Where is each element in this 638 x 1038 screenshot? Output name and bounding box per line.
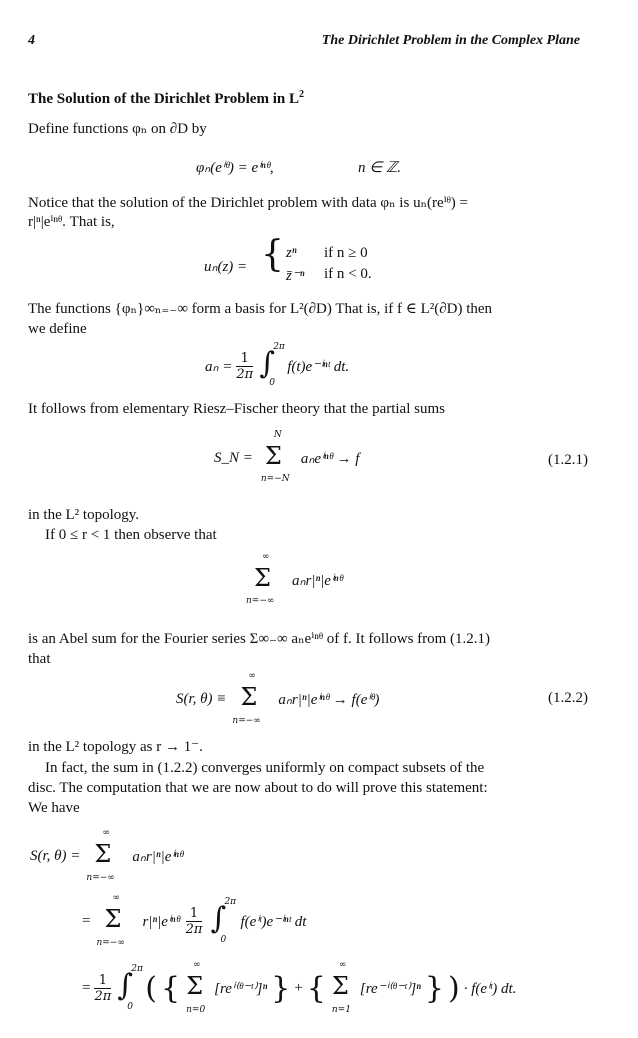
equation-label-1-2-1: (1.2.1) xyxy=(548,452,588,468)
sum-sign: Σ ∞ n=−∞ xyxy=(96,893,125,948)
equation-a-rhs: f(t)e⁻ⁱⁿᵗ dt. xyxy=(287,358,350,375)
computation-line-3-term1: [reⁱ⁽ᶿ⁻ᵗ⁾]ⁿ xyxy=(214,980,268,997)
fraction-denominator: 2π xyxy=(185,921,203,937)
fraction-one-over-2pi xyxy=(186,906,203,937)
integral-sign: ∫ 2π 0 xyxy=(117,964,143,1012)
equation-Sr-lhs: S(r, θ) ≡ xyxy=(176,690,227,707)
paragraph-if-r: If 0 ≤ r < 1 then observe that xyxy=(45,527,217,543)
section-title xyxy=(28,90,304,109)
equation-S-lhs: S_N = xyxy=(214,449,253,466)
sum-lower-limit: n=−N xyxy=(260,474,290,484)
paragraph-notice-line1: Notice that the solution of the Dirichlet problem with data φₙ is uₙ(reⁱᶿ) = xyxy=(28,195,468,211)
sum-sign: Σ N n=−N xyxy=(260,430,290,484)
right-paren: ) xyxy=(448,970,460,1006)
equation-label-1-2-2: (1.2.2) xyxy=(548,690,588,706)
equation-u-cond1: if n ≥ 0 xyxy=(324,245,368,261)
paragraph-basis-line1: The functions {φₙ}∞ₙ₌₋∞ form a basis for L²(∂D) That is, if f ∈ L²(∂D) then xyxy=(28,301,493,317)
sum-lower-limit: n=−∞ xyxy=(232,716,261,726)
sum-lower-limit: n=0 xyxy=(186,1005,206,1015)
sum-upper-limit: N xyxy=(273,430,282,440)
sum-upper-limit: ∞ xyxy=(262,552,270,562)
equation-a-lhs: aₙ = xyxy=(205,358,233,375)
cases-brace: { xyxy=(261,234,284,275)
sum-sign: Σ ∞ n=0 xyxy=(186,960,206,1015)
computation-line-1 xyxy=(30,825,183,887)
integral-upper-limit: 2π xyxy=(131,964,143,974)
fraction-numerator: 1 xyxy=(236,351,253,367)
paragraph-basis-line2: we define xyxy=(28,321,87,337)
equation-S-N xyxy=(214,428,359,488)
right-brace: } xyxy=(271,970,291,1006)
integral-upper-limit: 2π xyxy=(224,897,237,907)
computation-line-3-tail: · f(eⁱᵗ) dt. xyxy=(463,980,517,997)
fraction-denominator: 2π xyxy=(236,366,254,382)
left-brace: { xyxy=(306,970,326,1006)
paragraph-abel-line1: is an Abel sum for the Fourier series Σ∞₋∞ aₙeⁱⁿᶿ of f. It follows from (1.2.1) xyxy=(28,631,491,647)
computation-line-3-term2: [re⁻ⁱ⁽ᶿ⁻ᵗ⁾]ⁿ xyxy=(359,980,421,997)
equation-a-n xyxy=(205,344,349,388)
page-number: 4 xyxy=(28,33,35,48)
paragraph-l2-topology: in the L² topology. xyxy=(28,507,140,523)
paragraph-infact-line1: In fact, the sum in (1.2.2) converges uniformly on compact subsets of the xyxy=(45,760,485,776)
sum-upper-limit: ∞ xyxy=(248,671,256,681)
equals-sign: = xyxy=(82,979,91,996)
equation-u-cond2: if n < 0. xyxy=(324,266,372,282)
fraction-one-over-2pi xyxy=(94,973,111,1004)
paragraph-infact-line3: We have xyxy=(28,800,80,816)
sum-sign: Σ ∞ n=−∞ xyxy=(86,828,115,883)
integral-upper-limit: 2π xyxy=(273,342,285,352)
running-title: The Dirichlet Problem in the Complex Plane xyxy=(321,33,580,48)
computation-lhs: S(r, θ) = xyxy=(30,847,81,864)
equation-phi: φₙ(eⁱᶿ) = eⁱⁿᶿ, xyxy=(196,160,274,176)
right-brace: } xyxy=(424,970,444,1006)
sum-lower-limit: n=−∞ xyxy=(86,873,115,883)
fraction-numerator: 1 xyxy=(186,906,203,922)
sum-upper-limit: ∞ xyxy=(338,960,347,970)
sum-upper-limit: ∞ xyxy=(193,960,201,970)
integral-lower-limit: 0 xyxy=(127,1002,134,1012)
sum-upper-limit: ∞ xyxy=(102,828,110,838)
paragraph-riesz: It follows from elementary Riesz–Fischer theory that the partial sums xyxy=(28,401,445,417)
section-title-text: The Solution of the Dirichlet Problem in L xyxy=(28,91,299,107)
sum-upper-limit: ∞ xyxy=(112,893,120,903)
sum-lower-limit: n=1 xyxy=(331,1005,351,1015)
paragraph-notice-line2: r|ⁿ|eⁱⁿᶿ. That is, xyxy=(28,214,115,230)
fraction-numerator: 1 xyxy=(94,973,111,989)
integral-lower-limit: 0 xyxy=(220,935,227,945)
left-paren: ( xyxy=(145,970,158,1006)
equation-S-rhs: aₙeⁱⁿᶿ → f xyxy=(300,450,360,467)
paragraph-define: Define functions φₙ on ∂D by xyxy=(28,121,207,137)
sum-sign: Σ ∞ n=1 xyxy=(331,960,351,1015)
paragraph-abel-line2: that xyxy=(28,651,51,667)
computation-line-3 xyxy=(82,956,516,1020)
sum-lower-limit: n=−∞ xyxy=(96,938,125,948)
sum-sign: Σ ∞ n=−∞ xyxy=(232,671,261,726)
equation-abel-rhs: aₙr|ⁿ|eⁱⁿᶿ xyxy=(292,572,343,589)
equation-Sr-rhs: aₙr|ⁿ|eⁱⁿᶿ → f(eⁱᶿ) xyxy=(278,691,380,708)
equation-u-case2: z̄⁻ⁿ xyxy=(286,268,305,284)
equation-phi-condition: n ∈ ℤ. xyxy=(358,160,401,176)
equation-S-r-theta xyxy=(176,668,379,730)
integral-sign: ∫ 2π 0 xyxy=(259,342,285,388)
sum-lower-limit: n=−∞ xyxy=(246,596,275,606)
fraction-one-over-2pi xyxy=(236,351,253,382)
paragraph-topology-limit: in the L² topology as r → 1⁻. xyxy=(28,739,203,755)
plus-sign: + xyxy=(294,979,303,996)
equals-sign: = xyxy=(82,912,91,929)
paragraph-infact-line2: disc. The computation that we are now about to do will prove this statement: xyxy=(28,780,488,796)
equation-u-lhs: uₙ(z) = xyxy=(204,259,248,275)
equation-u-case1: zⁿ xyxy=(286,245,297,261)
sum-sign: Σ ∞ n=−∞ xyxy=(246,552,275,606)
computation-line-1-rhs: aₙr|ⁿ|eⁱⁿᶿ xyxy=(132,848,184,865)
section-title-sup: 2 xyxy=(298,89,304,100)
fraction-denominator: 2π xyxy=(94,988,112,1004)
computation-line-2-integrand: f(eⁱᵗ)e⁻ⁱⁿᵗ dt xyxy=(240,913,307,930)
left-brace: { xyxy=(161,970,181,1006)
integral-lower-limit: 0 xyxy=(269,378,275,388)
integral-sign: ∫ 2π 0 xyxy=(210,897,237,945)
computation-line-2-factor: r|ⁿ|eⁱⁿᶿ xyxy=(142,913,180,930)
equation-abel xyxy=(246,550,343,610)
computation-line-2 xyxy=(82,890,306,952)
